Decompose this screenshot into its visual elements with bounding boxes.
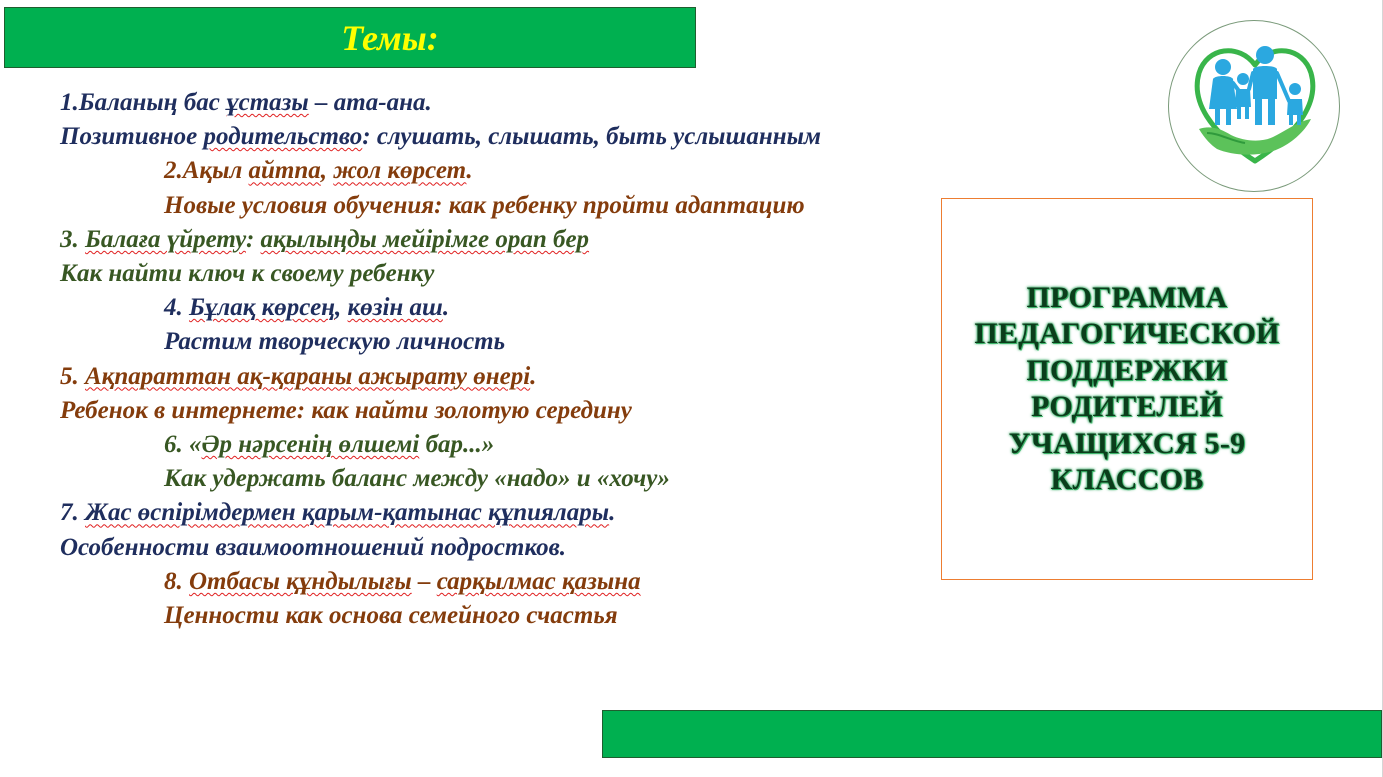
topic-1-kk: 1.Баланың бас ұстазы – ата-ана. (60, 89, 432, 116)
spellcheck-word: Әр нәрсенің өлшемі (201, 431, 420, 459)
spellcheck-word: Балаға үйрету (85, 225, 246, 253)
spellcheck-word: Ақпараттан ақ-қараны ажырату өнері (85, 362, 531, 390)
bottom-bar (602, 710, 1382, 758)
topic-1-ru: Позитивное родительство: слушать, слышать, быть услышанным (60, 123, 822, 151)
spellcheck-word: Жас өспірімдермен қарым-қатынас құпиялары (85, 499, 610, 527)
program-line: ПЕДАГОГИЧЕСКОЙ (974, 317, 1280, 350)
topic-3-ru: Как найти ключ к своему ребенку (60, 260, 435, 288)
topics-list (60, 86, 880, 633)
spellcheck-word: көзін аш (347, 294, 443, 322)
topic-7-ru: Особенности взаимоотношений подростков. (60, 533, 567, 561)
spellcheck-word: ақылыңды мейірімге орап бер (260, 225, 590, 253)
spellcheck-word: Бұлақ көрсең (189, 294, 336, 322)
topic-5-kk: 5. Ақпараттан ақ-қараны ажырату өнері. (60, 362, 537, 390)
program-line: ПРОГРАММА (1026, 280, 1228, 314)
spellcheck-word: жол көрсет (333, 157, 467, 185)
spellcheck-word: ұстазы (226, 89, 309, 116)
topic-8-ru: Ценности как основа семейного счастья (164, 602, 618, 630)
family-heart-hands-icon (1168, 20, 1340, 192)
spellcheck-word: родительство (203, 123, 363, 151)
program-line: РОДИТЕЛЕЙ (1030, 390, 1223, 423)
program-line: ПОДДЕРЖКИ (1026, 353, 1228, 387)
topic-4-ru: Растим творческую личность (164, 328, 506, 356)
program-line: УЧАЩИХСЯ 5-9 (1008, 426, 1246, 460)
program-line: КЛАССОВ (1050, 463, 1204, 496)
spellcheck-word: айтпа (248, 157, 321, 185)
spellcheck-word: сарқылмас қазына (436, 567, 641, 595)
topic-2-ru: Новые условия обучения: как ребенку пройти адаптацию (164, 191, 805, 219)
title-bar (4, 7, 696, 68)
spellcheck-word: Отбасы құндылығы (189, 567, 412, 595)
program-box (941, 198, 1313, 580)
topic-6-ru: Как удержать баланс между «надо» и «хочу» (164, 465, 670, 493)
topic-5-ru: Ребенок в интернете: как найти золотую середину (60, 396, 632, 424)
slide-title: Темы: (341, 17, 439, 58)
topic-6-kk: 6. «Әр нәрсенің өлшемі бар...» (164, 431, 495, 459)
topic-8-kk: 8. Отбасы құндылығы – сарқылмас қазына (164, 567, 641, 595)
topic-2-kk: 2.Ақыл айтпа, жол көрсет. (164, 157, 473, 185)
topic-4-kk: 4. Бұлақ көрсең, көзін аш. (164, 294, 450, 322)
topic-3-kk: 3. Балаға үйрету: ақылыңды мейірімге орап бер (60, 225, 590, 253)
program-title (974, 280, 1279, 499)
topic-7-kk: 7. Жас өспірімдермен қарым-қатынас құпиялары. (60, 499, 616, 527)
